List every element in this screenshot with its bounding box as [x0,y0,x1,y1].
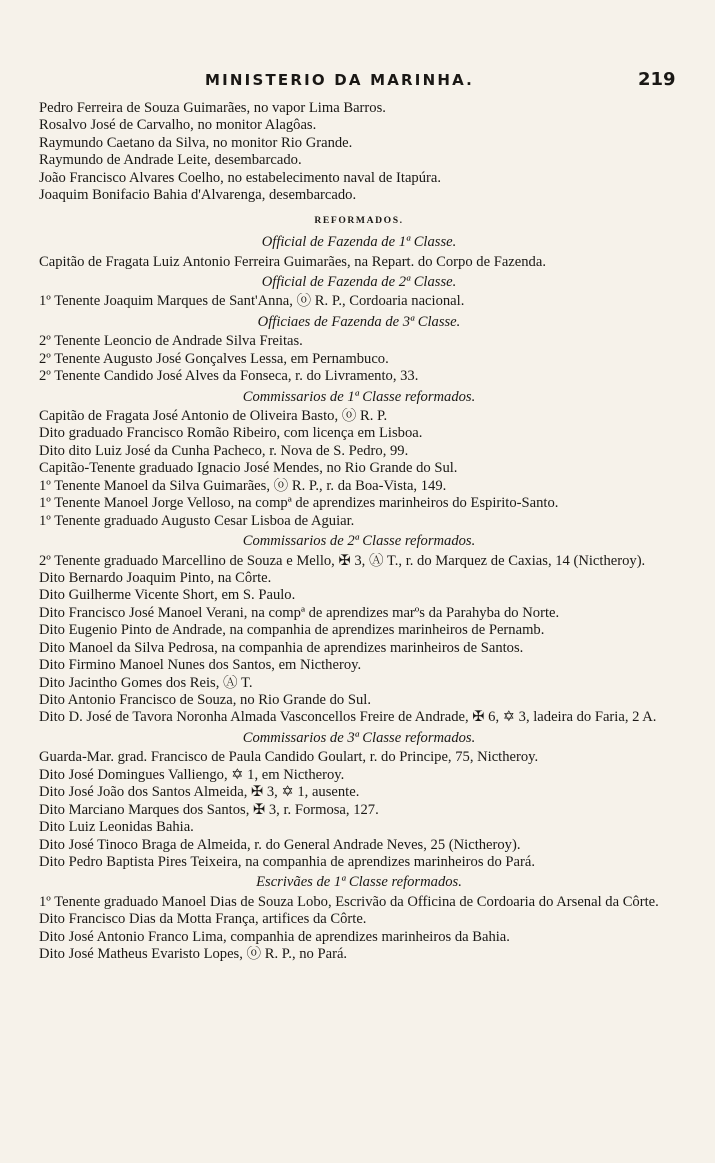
entry-line: Dito Antonio Francisco de Souza, no Rio Grande do Sul. [39,692,371,709]
entry-line: 1º Tenente graduado Manoel Dias de Souza Lobo, Escrivão da Officina de Cordoaria do Arsenal da Côrte. [39,893,659,910]
entry-line: Dito Eugenio Pinto de Andrade, na companhia de aprendizes marinheiros de Pernamb. [39,622,545,639]
entry-line: Dito Jacintho Gomes dos Reis, Ⓐ T. [39,674,253,691]
entry-line: 2º Tenente graduado Marcellino de Souza e Mello, ✠ 3, Ⓐ T., r. do Marquez de Caxias, 14 (Nictheroy). [39,552,646,569]
entry-line: Dito José Matheus Evaristo Lopes, ⓞ R. P., no Pará. [39,946,348,963]
section-heading: Official de Fazenda de 1ª Classe. [261,234,457,251]
entry-line: Dito Marciano Marques dos Santos, ✠ 3, r. Formosa, 127. [39,801,379,818]
section-heading: Escrivães de 1ª Classe reformados. [256,874,462,891]
entry-line: 1º Tenente Manoel Jorge Velloso, na compª de aprendizes marinheiros do Espirito-Santo. [39,495,559,512]
entry-line: Dito Pedro Baptista Pires Teixeira, na companhia de aprendizes marinheiros do Pará. [39,853,535,870]
entry-line: Pedro Ferreira de Souza Guimarães, no vapor Lima Barros. [39,100,386,116]
entry-line: Dito Francisco Dias da Motta França, artifices da Côrte. [39,911,367,928]
entry-line: Dito José Antonio Franco Lima, companhia de aprendizes marinheiros da Bahia. [39,928,510,945]
section-heading: Officiaes de Fazenda de 3ª Classe. [257,313,461,330]
entry-line: Raymundo Caetano da Silva, no monitor Rio Grande. [39,134,353,151]
entry-line: 1º Tenente graduado Augusto Cesar Lisboa de Aguiar. [39,512,355,529]
section-heading: Commissarios de 2ª Classe reformados. [242,533,476,550]
page-body [39,100,679,964]
page-number: 219 [638,69,676,90]
entry-line: Dito D. José de Tavora Noronha Almada Vasconcellos Freire de Andrade, ✠ 6, ✡ 3, ladeira do Faria, 2 A. [39,709,657,726]
entry-line: Dito Luiz Leonidas Bahia. [39,819,194,836]
entry-line: Dito José João dos Santos Almeida, ✠ 3, ✡ 1, ausente. [39,784,360,801]
entry-line: Dito Francisco José Manoel Verani, na compª de aprendizes marºs da Parahyba do Norte. [39,604,560,621]
entry-line: Dito Manoel da Silva Pedrosa, na companhia de aprendizes marinheiros de Santos. [39,639,524,656]
page-title: MINISTERIO DA MARINHA. [205,71,475,89]
entry-line: Dito graduado Francisco Romão Ribeiro, com licença em Lisboa. [39,425,423,442]
page-header [0,66,715,94]
entry-line: 2º Tenente Candido José Alves da Fonseca, r. do Livramento, 33. [39,368,419,385]
entry-line: Dito dito Luiz José da Cunha Pacheco, r. Nova de S. Pedro, 99. [39,442,409,459]
entry-line: Dito Bernardo Joaquim Pinto, na Côrte. [39,569,272,586]
entry-line: Guarda-Mar. grad. Francisco de Paula Candido Goulart, r. do Principe, 75, Nictheroy. [39,749,539,766]
entry-line: Raymundo de Andrade Leite, desembarcado. [39,152,302,169]
entry-line: 1º Tenente Manoel da Silva Guimarães, ⓞ R. P., r. da Boa-Vista, 149. [39,477,447,494]
entry-line: 1º Tenente Joaquim Marques de Sant'Anna, ⓞ R. P., Cordoaria nacional. [39,293,465,310]
entry-line: 2º Tenente Augusto José Gonçalves Lessa, em Pernambuco. [39,350,389,367]
entry-line: Rosalvo José de Carvalho, no monitor Alagôas. [39,117,317,134]
entry-line: Capitão de Fragata Luiz Antonio Ferreira Guimarães, na Repart. do Corpo de Fazenda. [39,253,546,270]
section-heading: Official de Fazenda de 2ª Classe. [261,273,457,290]
entry-line: Joaquim Bonifacio Bahia d'Alvarenga, desembarcado. [39,187,357,204]
entry-line: Dito José Tinoco Braga de Almeida, r. do General Andrade Neves, 25 (Nictheroy). [39,836,521,853]
entry-line: Capitão-Tenente graduado Ignacio José Mendes, no Rio Grande do Sul. [39,460,458,477]
entry-line: Capitão de Fragata José Antonio de Oliveira Basto, ⓞ R. P. [39,408,388,424]
entry-line: Dito José Domingues Valliengo, ✡ 1, em Nictheroy. [39,766,345,783]
entry-line: Dito Firmino Manoel Nunes dos Santos, em Nictheroy. [39,657,362,674]
section-heading: Commissarios de 3ª Classe reformados. [242,729,476,746]
entry-line: João Francisco Alvares Coelho, no estabelecimento naval de Itapúra. [39,169,442,186]
entry-line: Dito Guilherme Vicente Short, em S. Paulo. [39,587,296,604]
section-heading: Commissarios de 1ª Classe reformados. [242,388,476,405]
section-label: REFORMADOS. [314,214,404,226]
entry-line: 2º Tenente Leoncio de Andrade Silva Freitas. [39,333,303,350]
